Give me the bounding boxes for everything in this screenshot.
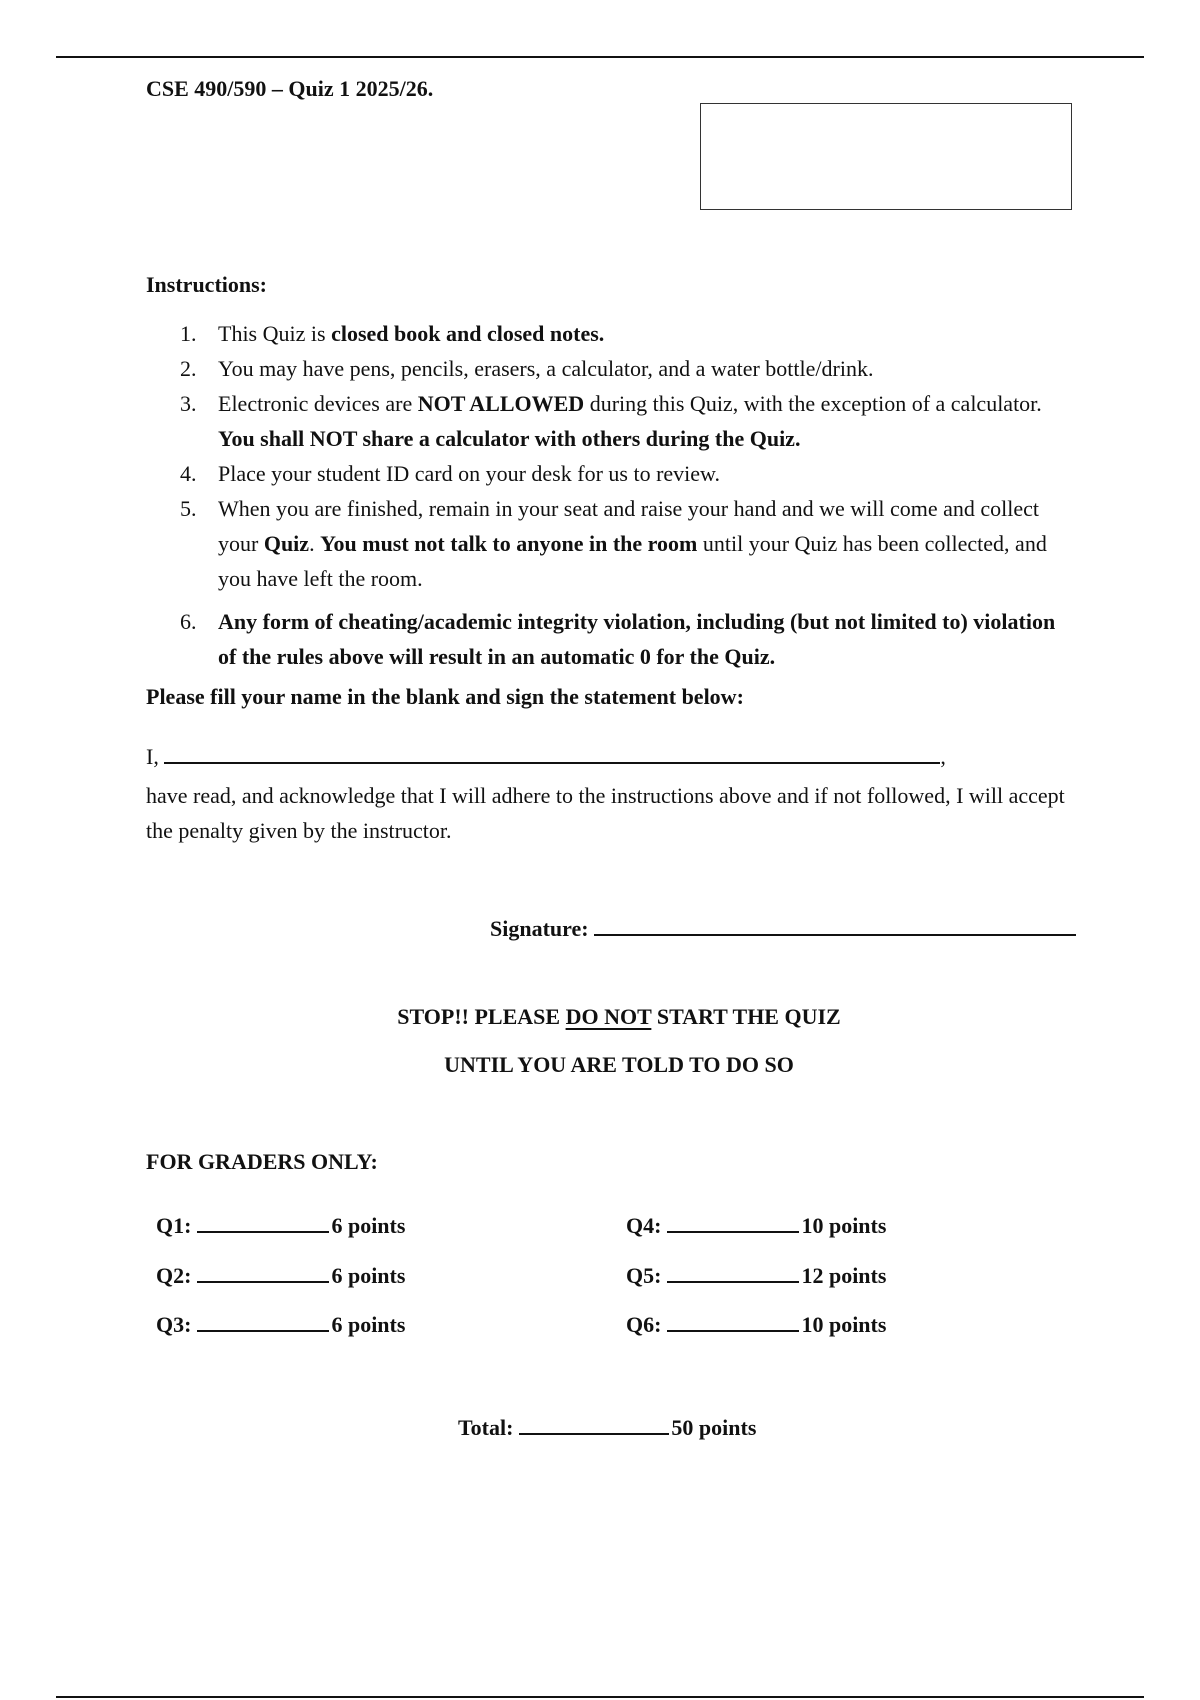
grade-q5: Q5: 12 points xyxy=(626,1259,886,1289)
score-input[interactable] xyxy=(667,1259,799,1283)
grade-q4: Q4: 10 points xyxy=(626,1209,886,1239)
instruction-item: 6. Any form of cheating/academic integrity violation, including (but not limited to) violation of the rules above will result in an automatic 0 for the Quiz. xyxy=(180,609,1056,669)
signature-input[interactable] xyxy=(594,910,1076,936)
bottom-rule xyxy=(56,1696,1144,1698)
instruction-item: 5. When you are finished, remain in your seat and raise your hand and we will come and collect your Quiz. You must not talk to anyone in the room until your Quiz has been collected, and you have left the room. xyxy=(180,496,1047,591)
instruction-item: 4. Place your student ID card on your desk for us to review. xyxy=(180,461,720,486)
instruction-item: 3. Electronic devices are NOT ALLOWED during this Quiz, with the exception of a calculator. You shall NOT share a calculator with others during the Quiz. xyxy=(180,391,1042,451)
name-line xyxy=(146,738,946,770)
grade-q1: Q1: 6 points xyxy=(156,1209,405,1239)
graders-heading: FOR GRADERS ONLY: xyxy=(146,1149,378,1174)
score-input[interactable] xyxy=(667,1308,799,1332)
score-input[interactable] xyxy=(197,1209,329,1233)
acknowledgement-text: have read, and acknowledge that I will adhere to the instructions above and if not followed, I will accept the penalty given by the instructor. xyxy=(146,783,1065,843)
instruction-item: 2. You may have pens, pencils, erasers, a calculator, and a water bottle/drink. xyxy=(180,356,874,381)
instructions-list xyxy=(146,316,1076,674)
stop-notice-line2: UNTIL YOU ARE TOLD TO DO SO xyxy=(444,1052,794,1077)
grade-q2: Q2: 6 points xyxy=(156,1259,405,1289)
page-title: CSE 490/590 – Quiz 1 2025/26. xyxy=(146,76,434,101)
top-rule xyxy=(56,56,1144,58)
name-prefix: I, xyxy=(146,744,159,769)
signature-label: Signature: xyxy=(490,916,589,941)
grade-q6: Q6: 10 points xyxy=(626,1308,886,1338)
instruction-item: 1. This Quiz is closed book and closed notes. xyxy=(180,321,605,346)
score-input[interactable] xyxy=(197,1308,329,1332)
stop-notice: STOP!! PLEASE DO NOT START THE QUIZ xyxy=(397,1004,841,1029)
instructions-heading: Instructions: xyxy=(146,272,268,297)
total-input[interactable] xyxy=(519,1411,669,1435)
grade-q3: Q3: 6 points xyxy=(156,1308,405,1338)
statement-prompt: Please fill your name in the blank and sign the statement below: xyxy=(146,684,744,709)
score-input[interactable] xyxy=(667,1209,799,1233)
score-input[interactable] xyxy=(197,1259,329,1283)
name-suffix: , xyxy=(940,744,946,769)
grade-total: Total: 50 points xyxy=(458,1411,756,1441)
name-input[interactable] xyxy=(164,738,940,764)
score-box[interactable] xyxy=(700,103,1072,210)
signature-line xyxy=(490,910,1076,942)
